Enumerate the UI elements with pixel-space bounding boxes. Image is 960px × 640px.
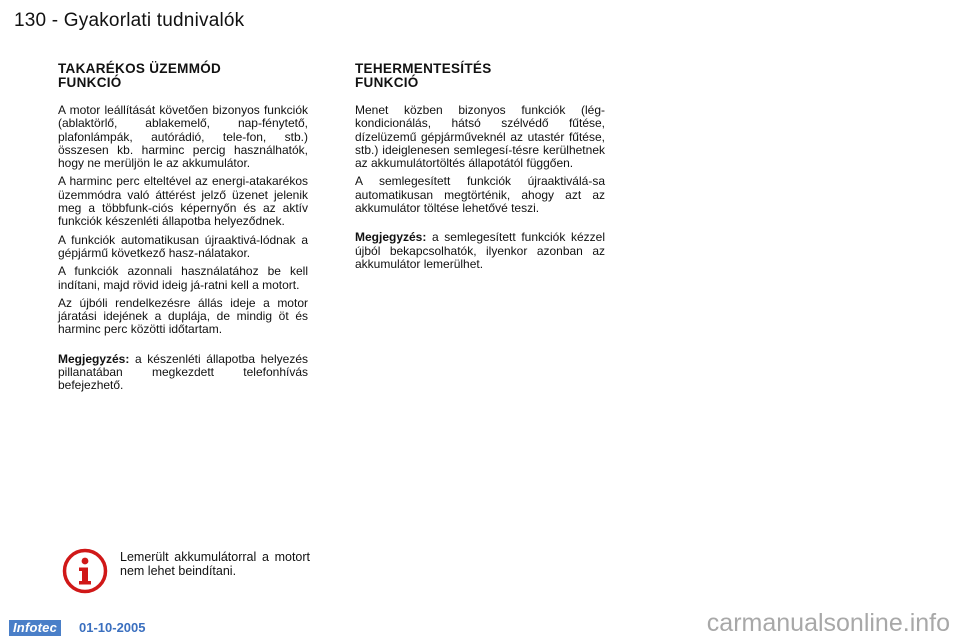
paragraph: Menet közben bizonyos funkciók (lég-kondicionálás, hátsó szélvédő fűtése, dízelüzemű gépjárműveknél az utastér fűtése, stb.) ideiglenesen semlegesí-tésre kerülhetnek az akkumulátortöltés állapotától függően. [355, 103, 605, 171]
heading-line-2: FUNKCIÓ [355, 75, 419, 90]
paragraph: A harminc perc elteltével az energi-atakarékos üzemmódra való áttérést jelző üzenet jelenik meg a többfunk-ciós képernyőn és az aktív funkciók készenléti állapotba helyeződnek. [58, 174, 308, 229]
paragraph: A motor leállítását követően bizonyos funkciók (ablaktörlő, ablakemelő, nap-fénytető, plafonlámpák, autórádió, tele-fon, stb.) összesen kb. harminc percig használhatók, hogy ne merüljön le az akkumulátor. [58, 103, 308, 171]
right-column [355, 62, 605, 276]
paragraph: A semlegesített funkciók újraaktiválá-sa automatikusan megtörténik, ahogy azt az akkumulátor töltése lehetővé teszi. [355, 174, 605, 216]
note-text: a semlegesített funkciók kézzel újból bekapcsolhatók, ilyenkor azonban az akkumulátor lemerülhet. [355, 230, 605, 271]
paragraph: A funkciók automatikusan újraaktivá-lódnak a gépjármű következő hasz-nálatakor. [58, 232, 308, 260]
note-label: Megjegyzés: [58, 351, 130, 366]
section-heading-eco-mode [58, 62, 308, 90]
section-heading-load-shedding [355, 62, 605, 90]
left-column [58, 62, 308, 398]
note-label: Megjegyzés: [355, 230, 427, 245]
page-header: 130 - Gyakorlati tudnivalók [14, 10, 245, 31]
paragraph: A funkciók azonnali használatához be kell indítani, majd rövid ideig já-ratni kell a motort. [58, 264, 308, 292]
watermark: carmanualsonline.info [706, 609, 950, 637]
info-icon [62, 548, 108, 594]
note-paragraph [355, 231, 605, 271]
heading-line-1: TAKARÉKOS ÜZEMMÓD [58, 61, 222, 76]
heading-line-1: TEHERMENTESÍTÉS [355, 61, 492, 76]
paragraph: Az újbóli rendelkezésre állás ideje a motor járatási idejének a duplája, de mindig öt és harminc perc közötti időtartam. [58, 295, 308, 337]
heading-line-2: FUNKCIÓ [58, 75, 122, 90]
info-text: Lemerült akkumulátorral a motort nem lehet beindítani. [120, 550, 310, 578]
footer-date: 01-10-2005 [79, 620, 146, 635]
note-text: a készenléti állapotba helyezés pillanatában megkezdett telefonhívás befejezhető. [58, 351, 308, 393]
infotec-logo: Infotec [9, 620, 61, 636]
info-notice [62, 548, 312, 594]
note-paragraph [58, 353, 308, 393]
